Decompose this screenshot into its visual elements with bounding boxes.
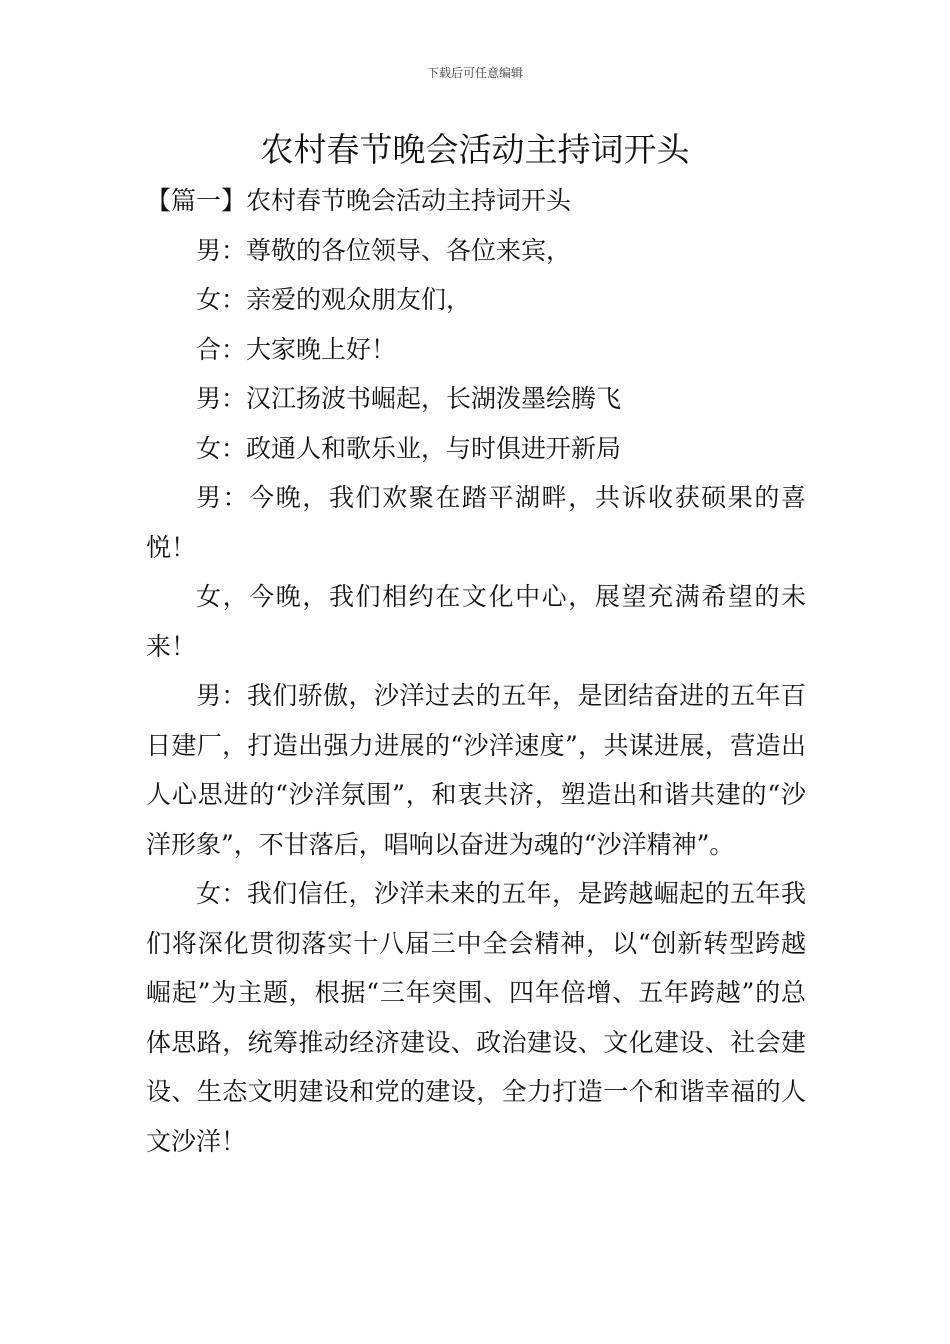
paragraph-female-future-five-years: 女：我们信任，沙洋未来的五年，是跨越崛起的五年我们将深化贯彻落实十八届三中全会精神，以“创新转型跨越崛起”为主题，根据“三年突围、四年倍增、五年跨越”的总体思路，统筹推动经济建设、政治建设、文化建设、社会建设、生态文明建设和党的建设，全力打造一个和谐幸福的人文沙洋！ bbox=[146, 879, 806, 1156]
paragraph-male-greeting: 男：尊敬的各位领导、各位来宾， bbox=[196, 235, 572, 265]
section-heading: 【篇一】农村春节晚会活动主持词开头 bbox=[146, 186, 572, 215]
paragraph-female-tonight: 女，今晚，我们相约在文化中心，展望充满希望的未来！ bbox=[146, 582, 806, 661]
paragraph-male-couplet: 男：汉江扬波书崛起，长湖泼墨绘腾飞 bbox=[196, 384, 622, 413]
paragraph-female-couplet: 女：政通人和歌乐业，与时俱进开新局 bbox=[196, 433, 622, 463]
paragraph-male-past-five-years: 男：我们骄傲，沙洋过去的五年，是团结奋进的五年百日建厂，打造出强力进展的“沙洋速度”，共谋进展，营造出人心思进的“沙洋氛围”，和衷共济，塑造出和谐共建的“沙洋形象”，不甘落后，唱响以奋进为魂的“沙洋精神”。 bbox=[146, 681, 806, 859]
paragraph-together-greeting: 合：大家晚上好！ bbox=[196, 334, 397, 364]
paragraph-female-greeting: 女：亲爱的观众朋友们， bbox=[196, 285, 472, 314]
document-body bbox=[146, 176, 806, 1166]
paragraph-male-tonight: 男：今晚，我们欢聚在踏平湖畔，共诉收获硕果的喜悦！ bbox=[146, 483, 806, 562]
page-header-note: 下载后可任意编辑 bbox=[426, 66, 523, 80]
document-title: 农村春节晚会活动主持词开头 bbox=[260, 130, 690, 169]
